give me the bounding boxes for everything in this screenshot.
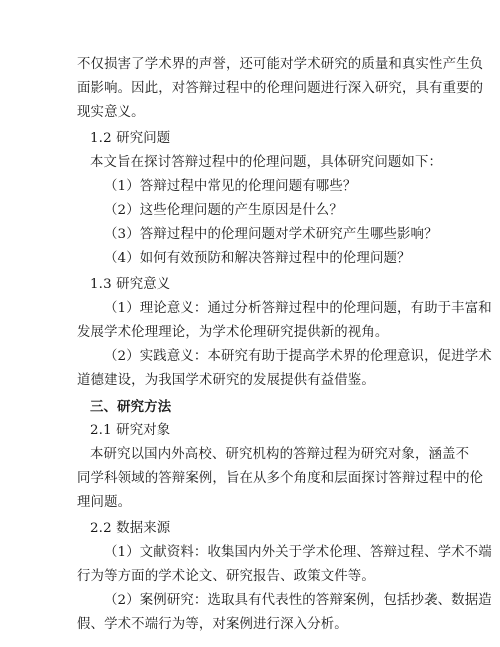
section-heading-1-2: 1.2 研究问题 [90,131,171,146]
paragraph-line: 现实意义。 [77,105,145,120]
list-item: （1）答辩过程中常见的伦理问题有哪些？ [104,179,357,194]
paragraph-line: 理问题。 [77,495,132,510]
paragraph-line: 行为等方面的学术论文、研究报告、政策文件等。 [77,569,375,584]
paragraph-line: 假、学术不端行为等，对案例进行深入分析。 [77,617,348,632]
paragraph-line: 本研究以国内外高校、研究机构的答辩过程为研究对象，涵盖不 [90,447,470,462]
section-heading-1-3: 1.3 研究意义 [90,277,171,292]
section-heading-2-1: 2.1 研究对象 [90,423,171,438]
paragraph-line: 本文旨在探讨答辩过程中的伦理问题，具体研究问题如下： [90,155,443,170]
paragraph-line: 道德建设，为我国学术研究的发展提供有益借鉴。 [77,373,375,388]
paragraph-line: （2）案例研究：选取具有代表性的答辩案例，包括抄袭、数据造 [104,593,492,608]
paragraph-line: 发展学术伦理理论，为学术伦理研究提供新的视角。 [77,325,389,340]
list-item: （4）如何有效预防和解决答辩过程中的伦理问题？ [104,251,411,266]
paragraph-line: 面影响。因此，对答辩过程中的伦理问题进行深入研究，具有重要的 [77,81,484,96]
paragraph-line: （1）理论意义：通过分析答辩过程中的伦理问题，有助于丰富和 [104,301,492,316]
chapter-heading: 三、研究方法 [90,399,172,415]
paragraph-line: 不仅损害了学术界的声誉，还可能对学术研究的质量和真实性产生负 [77,57,484,72]
paragraph-line: （1）文献资料：收集国内外关于学术伦理、答辩过程、学术不端 [104,545,492,560]
list-item: （2）这些伦理问题的产生原因是什么？ [104,203,343,218]
paragraph-line: 同学科领域的答辩案例，旨在从多个角度和层面探讨答辩过程中的伦 [77,471,484,486]
list-item: （3）答辩过程中的伦理问题对学术研究产生哪些影响？ [104,227,438,242]
paragraph-line: （2）实践意义：本研究有助于提高学术界的伦理意识，促进学术 [104,349,492,364]
section-heading-2-2: 2.2 数据来源 [90,521,171,536]
